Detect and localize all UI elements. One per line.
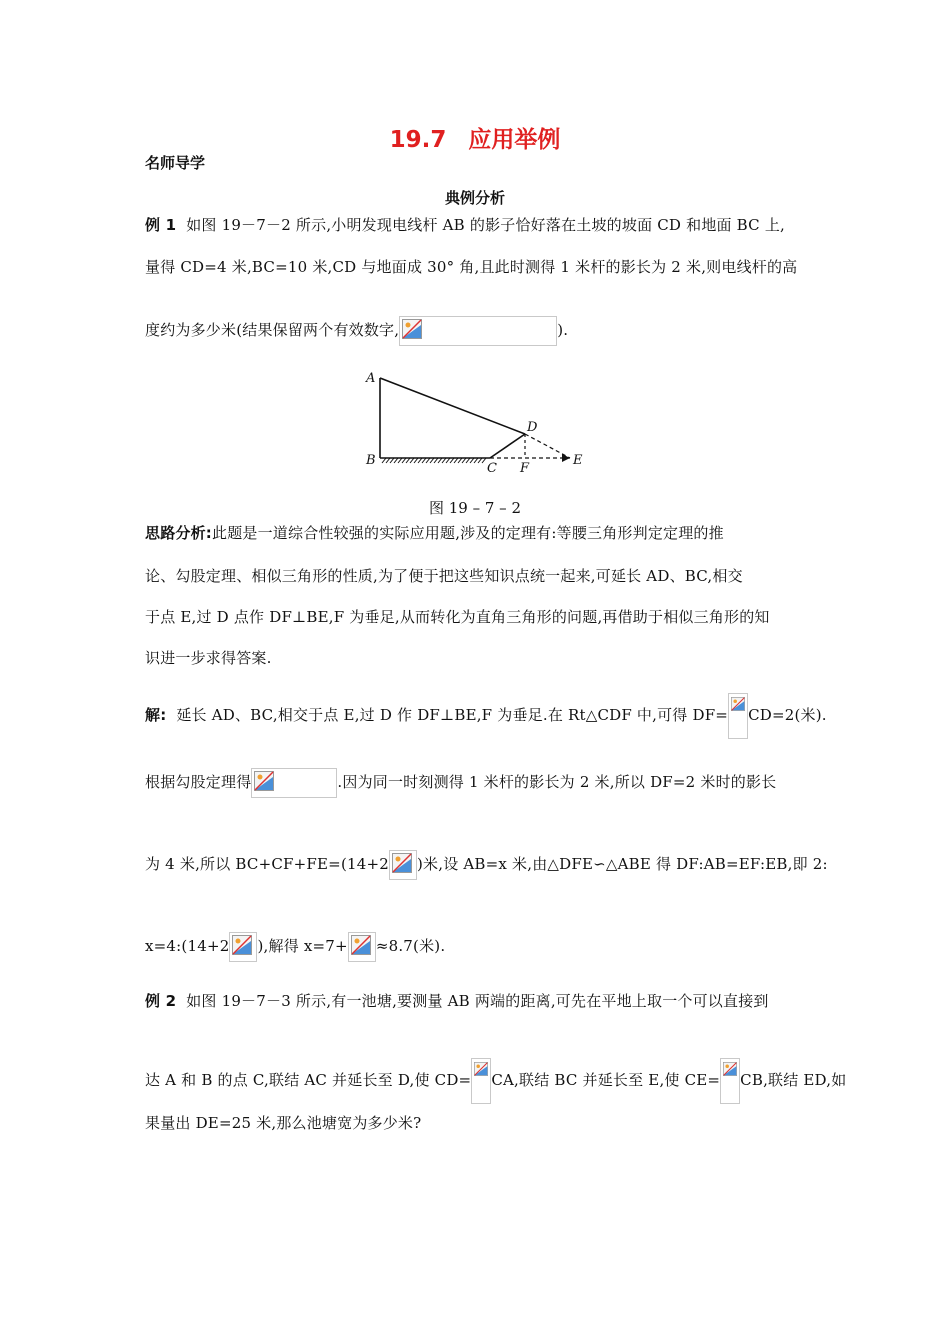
- solution-line1: [145, 693, 827, 739]
- example2-text-2a: 达 A 和 B 的点 C,联结 AC 并延长至 D,使 CD=: [145, 1071, 472, 1089]
- label-d: D: [527, 420, 538, 435]
- page-title: [0, 121, 950, 154]
- analysis-line2: 论、勾股定理、相似三角形的性质,为了便于把这些知识点统一起来,可延长 AD、BC,相交: [145, 567, 743, 585]
- solution-text-4a: x=4:(14+2: [145, 937, 230, 955]
- example1-line1: [145, 214, 785, 235]
- example2-line2: [145, 1058, 846, 1104]
- solution-line4: [145, 932, 445, 962]
- broken-image-icon: [720, 1058, 740, 1104]
- example2-text-1: 如图 19－7－3 所示,有一池塘,要测量 AB 两端的距离,可先在平地上取一个可以直接到: [186, 992, 769, 1010]
- arrow-e: [562, 454, 570, 462]
- solution-text-4c: ≈8.7(米).: [375, 937, 446, 955]
- solution-text-1b: CD=2(米).: [748, 706, 827, 724]
- solution-label: 解:: [145, 706, 167, 724]
- solution-text-1a: 延长 AD、BC,相交于点 E,过 D 作 DF⊥BE,F 为垂足.在 Rt△CDF 中,可得 DF=: [176, 706, 729, 724]
- analysis-line4: 识进一步求得答案.: [145, 649, 272, 667]
- analysis-line1: [145, 522, 724, 543]
- solution-line2: [145, 768, 776, 798]
- example1-text-1: 如图 19－7－2 所示,小明发现电线杆 AB 的影子恰好落在土坡的坡面 CD 和地面 BC 上,: [186, 216, 785, 234]
- section-heading: 名师导学: [145, 154, 206, 172]
- line-ad: [380, 378, 525, 434]
- broken-image-icon: [728, 693, 748, 739]
- example1-text-3b: ).: [557, 321, 569, 339]
- broken-image-icon: [399, 316, 557, 346]
- figure-caption: 图 19 – 7 – 2: [428, 499, 521, 517]
- broken-image-icon: [389, 850, 417, 880]
- broken-image-icon: [348, 932, 376, 962]
- broken-image-icon: [471, 1058, 491, 1104]
- example1-text-3: 度约为多少米(结果保留两个有效数字,: [145, 321, 400, 339]
- extension-de: [525, 434, 570, 458]
- slope-cd: [490, 434, 525, 458]
- section-title: 应用举例: [468, 127, 561, 153]
- section-number: 19.7: [389, 127, 447, 153]
- example2-line1: [145, 990, 769, 1011]
- example2-line3: 果量出 DE=25 米,那么池塘宽为多少米?: [145, 1114, 422, 1132]
- analysis-text-1: 此题是一道综合性较强的实际应用题,涉及的定理有:等腰三角形判定定理的推: [212, 524, 724, 542]
- example1-label: 例 1: [145, 216, 177, 234]
- broken-image-icon: [251, 768, 337, 798]
- figure-19-7-2: [360, 364, 590, 474]
- subheading: 典例分析: [444, 189, 505, 207]
- analysis-line3: 于点 E,过 D 点作 DF⊥BE,F 为垂足,从而转化为直角三角形的问题,再借助于相似三角形的知: [145, 608, 770, 626]
- solution-text-2a: 根据勾股定理得: [145, 773, 252, 791]
- example2-text-2c: CB,联结 ED,如: [740, 1071, 847, 1089]
- example2-label: 例 2: [145, 992, 177, 1010]
- analysis-label: 思路分析:: [145, 524, 212, 542]
- solution-line3: [145, 850, 828, 880]
- label-b: B: [366, 453, 376, 468]
- solution-text-3a: 为 4 米,所以 BC+CF+FE=(14+2: [145, 855, 389, 873]
- solution-text-2b: .因为同一时刻测得 1 米杆的影长为 2 米,所以 DF=2 米时的影长: [337, 773, 777, 791]
- label-c: C: [487, 461, 497, 474]
- solution-text-3b: )米,设 AB=x 米,由△DFE∽△ABE 得 DF:AB=EF:EB,即 2:: [417, 855, 828, 873]
- solution-text-4b: ),解得 x=7+: [257, 937, 348, 955]
- example2-text-2b: CA,联结 BC 并延长至 E,使 CE=: [491, 1071, 721, 1089]
- label-e: E: [573, 453, 583, 468]
- example1-line3: [145, 316, 568, 346]
- example1-line2: 量得 CD=4 米,BC=10 米,CD 与地面成 30° 角,且此时测得 1 米杆的影长为 2 米,则电线杆的高: [145, 258, 798, 276]
- label-f: F: [520, 461, 530, 474]
- broken-image-icon: [229, 932, 257, 962]
- label-a: A: [366, 371, 376, 386]
